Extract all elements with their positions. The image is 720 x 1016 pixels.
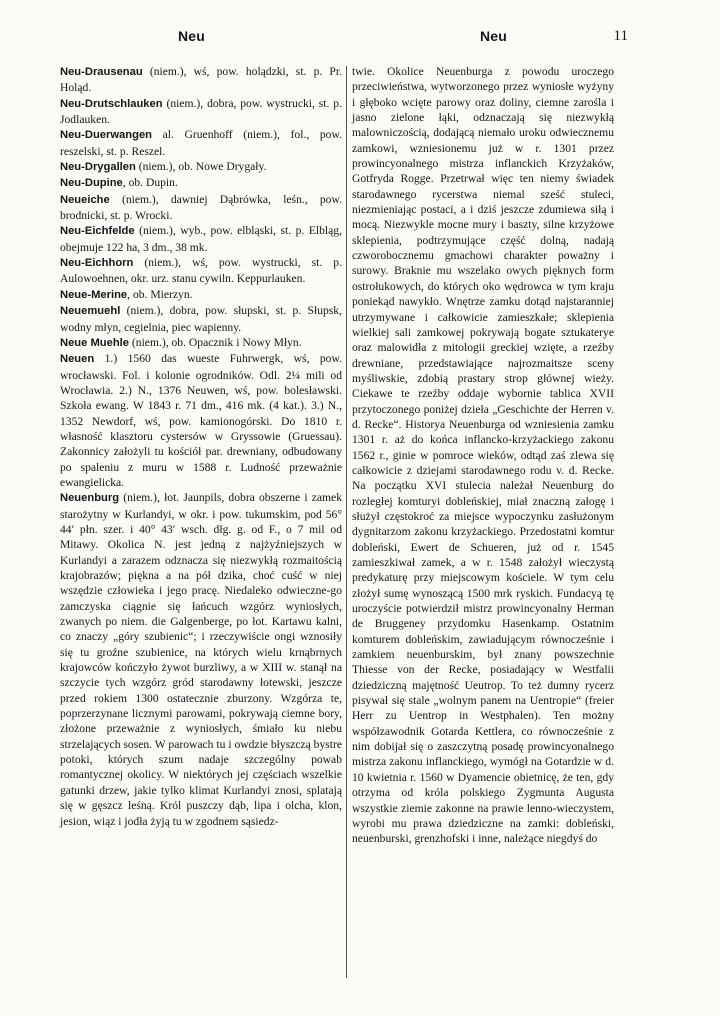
right-column — [352, 64, 614, 847]
entry-text: 1.) 1560 das wueste Fuhrwergk, wś, pow. wrocławski. Fol. i kolonie ogrodników. Odl. 2¼ mili od Wrocławia. 2.) N., 1376 Neuwen, wś, pow. bolesławski. Szkoła ewang. W 1843 r. 71 dm., 416 mk. (4 kat.). 3.) N., 1352 Newdorf, wś, pow. kamionogórski. Do 1810 r. własność klasztoru cystersów w Gryssowie (Gruessau). Zakonnicy założyli tu kościół par. drewniany, odbudowany po spaleniu z muru w 1588 r. Ludność przeważnie ewangielicka. — [60, 352, 342, 489]
entry-text: (niem.), dobra, pow. wystrucki, st. p. Jodlauken. — [60, 96, 342, 127]
entry-text: (niem.), ob. Opacznik i Nowy Młyn. — [129, 335, 302, 349]
page-number: 11 — [613, 28, 628, 44]
dictionary-entry — [60, 127, 342, 159]
entry-headword: Neu-Drutschlauken — [60, 97, 163, 110]
entry-headword: Neue Muehle — [60, 336, 130, 349]
dictionary-entry — [60, 255, 342, 287]
entry-text: al. Gruenhoff (niem.), fol., pow. reszelski, st. p. Reszel. — [60, 128, 342, 158]
dictionary-entry — [60, 96, 342, 128]
dictionary-entry — [60, 223, 342, 255]
entry-headword: Neuen — [60, 353, 95, 366]
dictionary-entry — [60, 303, 342, 335]
entry-text: (niem.), dawniej Dąbrówka, leśn., pow. brodnicki, st. p. Wrocki. — [60, 192, 342, 223]
dictionary-entry — [60, 490, 342, 829]
entry-text: (niem.), wyb., pow. elbląski, st. p. Elbląg, obejmuje 122 ha, 3 dm., 38 mk. — [60, 224, 342, 254]
entry-headword: Neue-Merine — [60, 288, 128, 301]
dictionary-entry — [60, 287, 342, 303]
entry-headword: Neueiche — [60, 193, 110, 206]
entry-headword: Neu-Eichfelde — [60, 225, 135, 238]
entry-text: , ob. Dupin. — [122, 176, 178, 190]
column-divider — [346, 66, 347, 978]
entry-headword: Neuenburg — [60, 492, 120, 505]
dictionary-entry — [60, 64, 342, 96]
entry-text: (niem.), wś, pow. wystrucki, st. p. Aulowoehnen, okr. urz. stanu cywiln. Keppurlauken. — [60, 256, 342, 286]
entry-text: , ob. Mierzyn. — [127, 287, 193, 301]
dictionary-entry — [60, 351, 342, 490]
right-column-text: twie. Okolice Neuenburga z powodu uroczego przeciwieństwa, wytworzonego przez wyniosłe wyżyny i głęboko wcięte parowy oraz doliny, ciemne zarośla i jasno zielone łąki, odznaczają się niezwykłą malowniczością, dodającą niemało uroku odwiecznemu zamkowi, wzniesionemu już w r. 1301 przez prowincyonalnego mistrza inflanckich Krzyżaków, Gotfryda Rogge. Przetrwał więc ten niemy świadek starodawnego rycerstwa niemal sześć stuleci, niezmieniając postaci, a i dziś jeszcze zdumiewa siłą i mocą. Niezwykle mocne mury i baszty, silne krzyżowe sklepienia, podtrzymujące część dolną, nadają czworobocznemu gmachowi charakter poważny i surowy. Braknie mu wszelako owych pięknych form ostrołukowych, do których oko wędrowca w tym kraju poniekąd nawykło. Wnętrze zamku dotąd najstaranniej utrzymywane i całkowicie zamieszkałe; sklepienia wielkiej sali zamkowej pokrywają bogate sztukaterye oraz malowidła z mitologii greckiej wzięte, a rzeźby drewniane, przedstawiające najrozmaitsze sceny myśliwskie, zdobią prastary strop głównej wieży. Ciekawe te rzeźby oddaje wybornie tablica XVII przytoczonego poniżej dzieła „Geschichte der Herren v. d. Recke“. Historya Neuenburga od wzniesienia zamku 1301 r. aż do końca inflancko-krzyżackiego zakonu 1562 r., ginie w pomroce wieków, odtąd zaś zlewa się całkowicie z dziejami starodawnego rodu v. d. Recke. Na początku XVI stulecia należał Neuenburg do rozległej komturyi dobleńskiej, miał znaczną załogę i służył częstokroć za miejsce wypoczynku zasłużonym dygnitarzom zakonu krzyżackiego. Przedostatni komtur dobleński, Ewert de Schueren, już od r. 1545 zamieszkiwał zamek, a w r. 1548 założył wieczystą predykaturę przy miejscowym kościele. W tym celu złożył sumę wynoszącą 1500 mrk ryskich. Fundacyą tę uroczyście potwierdził mistrz prowincyonalny Herman de Bruggeney przydomku Hasenkamp. Ostatnim komturem dobleńskim, zawiadującym równocześnie i zamkiem neuenburskim, był znany powszechnie Thiesse von der Recke, posiadający w Westfalii dziedziczną majętność Ueutrop. To też dumny rycerz pisywał się stale „wolnym panem na Uentropie“ (freier Herr zu Uentrop in Westphalen). Ten możny współzawodnik Gotarda Kettlera, co równocześnie z nim dobijał się o zaszczytną posadę prowincyonalnego mistrza zakonu inflanckiego, wymógł na Gotardzie w d. 10 kwietnia r. 1560 w Dyamencie obietnicę, że ten, gdy otrzyma od króla polskiego Zygmunta Augusta wszystkie ziemie zakonne na prawie lenno-wieczystem, wyrobi mu prawa dziedziczne na zamki: dobleński, neuenburski, grenzhofski i inne, należące niegdyś do — [352, 65, 614, 846]
entry-text: (niem.), wś, pow. holądzki, st. p. Pr. Holąd. — [60, 65, 342, 95]
dictionary-entry — [60, 192, 342, 224]
entry-text: (niem.), ob. Nowe Drygały. — [135, 160, 267, 174]
dictionary-entry — [60, 335, 342, 351]
left-column — [60, 64, 342, 829]
entry-headword: Neu-Drausenau — [60, 66, 143, 78]
dictionary-entry — [60, 159, 342, 175]
entry-text: (niem.), łot. Jaunpils, dobra obszerne i zamek starożytny w Kurlandyi, w okr. i pow. tukumskim, pod 56° 44′ płn. szer. i 40° 43′ wsch. dłg. g. od F., o 7 mil od Mitawy. Okolica N. jest jedną z najżyźniejszych w Kurlandyi a zarazem odznacza się niezwykłą rozmaitością krajobrazów; piękna a na pół dzika, choć cuść w niej wszędzie człowieka i jego pracę. Niedaleko odwieczne-go zamczyska ciągnie się łańcuch wzgórz wyniosłych, zwanych po niem. die Galgenberge, po łot. Kartawu kalni, co znaczy „góry szubienic“; i rzeczywiście ongi wznosiły się tu groźne szubienice, na których wielu krnąbrnych krajowców kończyło żywot burzliwy, a w XIII w. stanął na szczycie tych wzgórz gród starodawny łotewski, jeszcze przed rokiem 1300 ostatecznie zburzony. Wzgórza te, poprzerzynane licznymi parowami, pokrywają ciemne bory, złożone przeważnie z wyniosłych, śmiało ku niebu strzelających sosen. W parowach tu i owdzie błyszczą bystre potoki, których szum nadaje szczególny powab romantycznej okolicy. W niektórych jej częściach wszelkie gatunki drzew, jakie tylko klimat Kurlandyi znosi, splatają się w gęszcz leśną. Król puszczy dąb, lipa i olcha, klon, jesion, wiąz i jodła żyją tu w zgodnem sąsiedz- — [60, 491, 342, 828]
entry-headword: Neu-Duerwangen — [60, 129, 152, 142]
entry-headword: Neu-Dupine — [60, 177, 123, 190]
running-head-left: Neu — [178, 28, 206, 44]
entry-headword: Neu-Drygallen — [60, 161, 136, 174]
entry-headword: Neuemuehl — [60, 305, 121, 318]
running-head-right: Neu — [480, 28, 508, 44]
entry-text: (niem.), dobra, pow. słupski, st. p. Słupsk, wodny młyn, cegielnia, piec wapienny. — [60, 304, 342, 334]
dictionary-entry — [60, 175, 342, 191]
entry-headword: Neu-Eichhorn — [60, 257, 134, 270]
page-header — [0, 28, 720, 52]
